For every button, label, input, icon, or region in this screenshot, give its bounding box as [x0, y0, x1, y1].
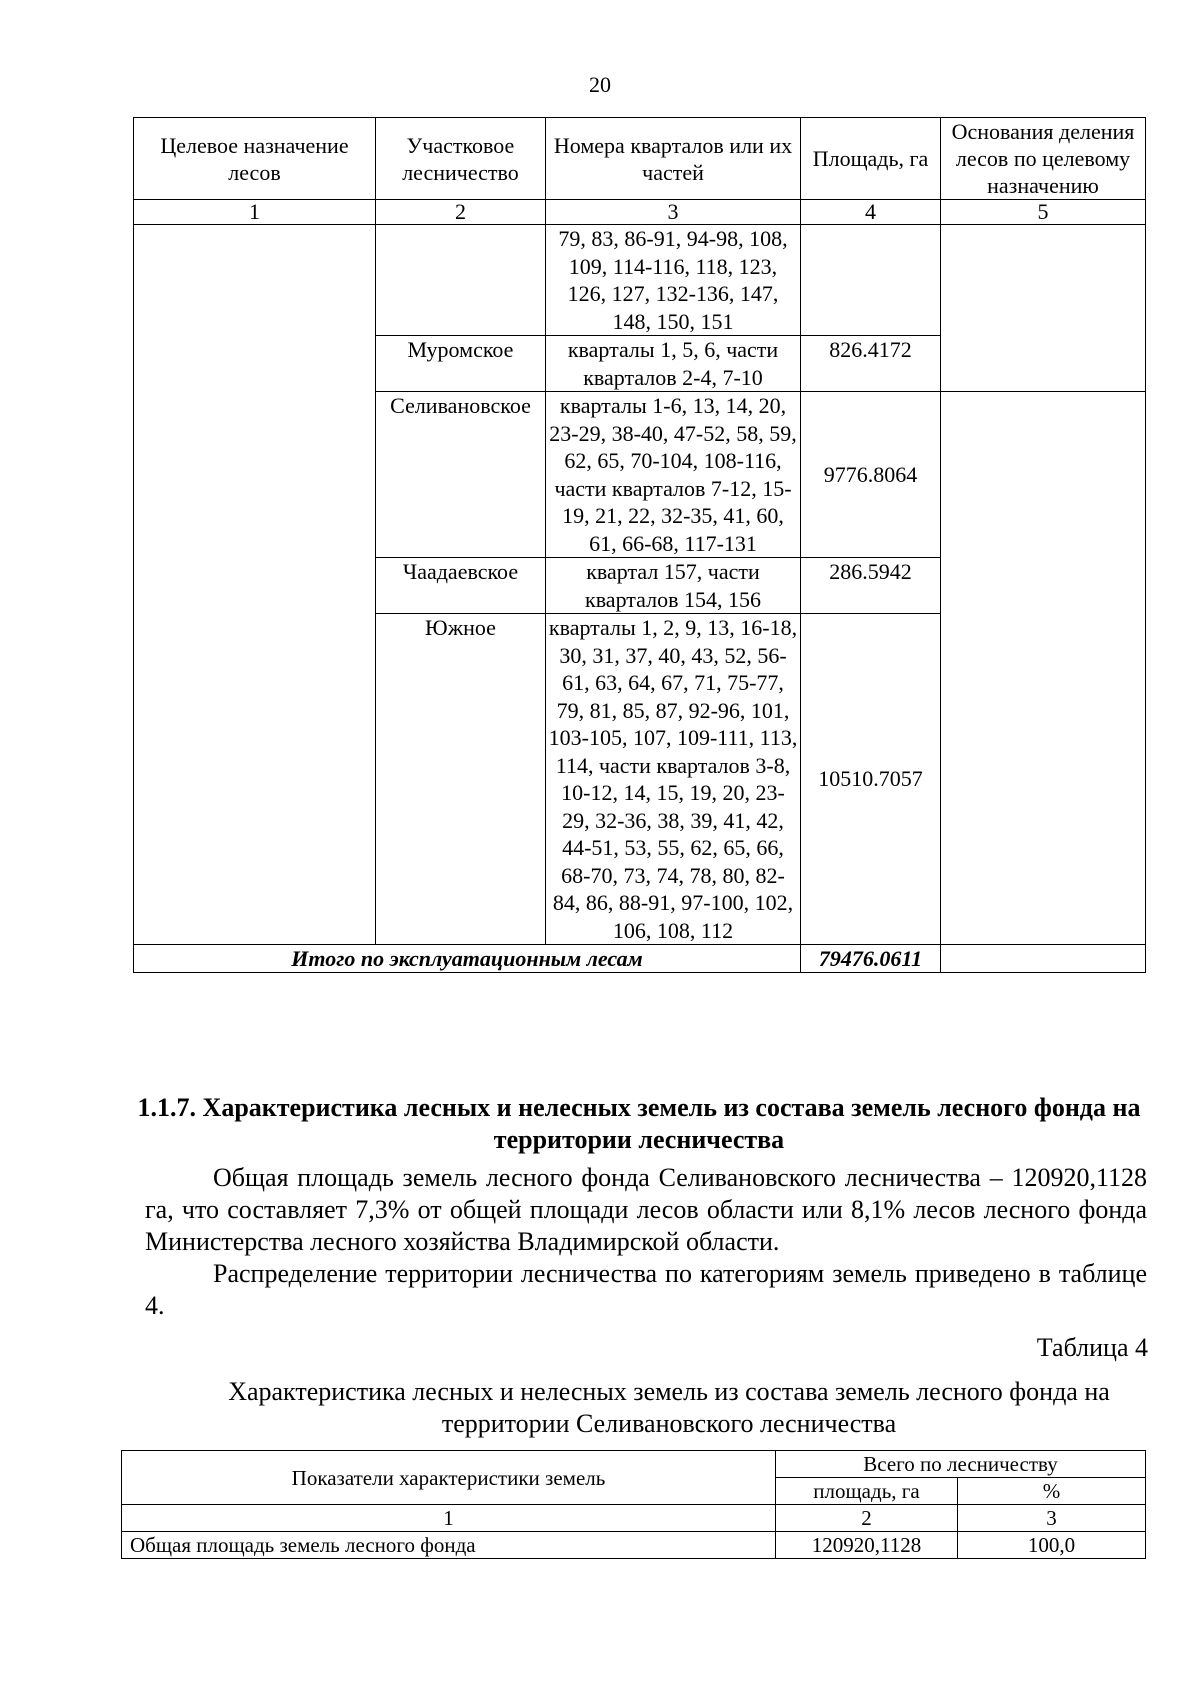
table-row — [134, 225, 1146, 336]
total-label: Итого по эксплуатационным лесам — [134, 945, 801, 973]
paragraph: Распределение территории лесничества по категориям земель приведено в таблице 4. — [145, 1259, 1147, 1320]
column-number: 3 — [546, 200, 801, 225]
page-number: 20 — [589, 72, 611, 97]
area-cell: 9776.8064 — [801, 392, 941, 558]
column-number: 1 — [122, 1505, 776, 1532]
area-cell: 826.4172 — [801, 336, 941, 392]
column-number: 1 — [134, 200, 376, 225]
column-number-row — [134, 200, 1146, 225]
area-cell: 120920,1128 — [776, 1532, 958, 1559]
area-cell: 10510.7057 — [801, 614, 941, 945]
header-cell: площадь, га — [776, 1478, 958, 1505]
header-cell: Площадь, га — [801, 118, 941, 200]
forest-purpose-table — [133, 117, 1146, 973]
header-cell: Основания деления лесов по целевому назначению — [941, 118, 1146, 200]
column-number: 2 — [376, 200, 546, 225]
land-characteristics-table — [121, 1450, 1146, 1559]
column-number: 3 — [958, 1505, 1146, 1532]
section-heading: 1.1.7. Характеристика лесных и нелесных земель из состава земель лесного фонда на территории лесничества — [137, 1093, 1141, 1154]
header-cell: Номера кварталов или их частей — [546, 118, 801, 200]
header-cell: % — [958, 1478, 1146, 1505]
header-cell: Целевое назначение лесов — [134, 118, 376, 200]
table-label: Таблица 4 — [1036, 1333, 1148, 1362]
quarters-cell: кварталы 1, 5, 6, части кварталов 2-4, 7-10 — [546, 336, 801, 392]
quarters-cell: квартал 157, части кварталов 154, 156 — [546, 558, 801, 614]
basis-cell — [941, 392, 1146, 945]
table-caption: Характеристика лесных и нелесных земель из состава земель лесного фонда на территории Селивановского лесничества — [228, 1377, 1110, 1438]
percent-cell: 100,0 — [958, 1532, 1146, 1559]
total-row — [134, 945, 1146, 973]
quarters-cell: кварталы 1, 2, 9, 13, 16-18, 30, 31, 37, 40, 43, 52, 56-61, 63, 64, 67, 71, 75-77, 79, 81, 85, 87, 92-96, 101, 103-105, 107, 109-111, 113, 114, части кварталов 3-8, 10-12, 14, 15, 19, 20, 23-29, 32-36, 38, 39, 41, 42, 44-51, 53, 55, 62, 65, 66, 68-70, 73, 74, 78, 80, 82-84, 86, 88-91, 97-100, 102, 106, 108, 112 — [546, 614, 801, 945]
quarters-cell: кварталы 1-6, 13, 14, 20, 23-29, 38-40, 47-52, 58, 59, 62, 65, 70-104, 108-116, части кварталов 7-12, 15-19, 21, 22, 32-35, 41, 60, 61, 66-68, 117-131 — [546, 392, 801, 558]
district-cell: Селивановское — [376, 392, 546, 558]
column-number: 5 — [941, 200, 1146, 225]
basis-cell — [941, 225, 1146, 392]
table-header-row — [122, 1451, 1146, 1478]
total-area: 79476.0611 — [801, 945, 941, 973]
district-cell — [376, 225, 546, 336]
total-basis-cell — [941, 945, 1146, 973]
indicator-cell: Общая площадь земель лесного фонда — [122, 1532, 776, 1559]
district-cell: Чаадаевское — [376, 558, 546, 614]
column-number: 4 — [801, 200, 941, 225]
column-number: 2 — [776, 1505, 958, 1532]
header-cell: Участковое лесничество — [376, 118, 546, 200]
district-cell: Муромское — [376, 336, 546, 392]
district-cell: Южное — [376, 614, 546, 945]
header-cell: Всего по лесничеству — [776, 1451, 1146, 1478]
area-cell: 286.5942 — [801, 558, 941, 614]
quarters-cell: 79, 83, 86-91, 94-98, 108, 109, 114-116, 118, 123, 126, 127, 132-136, 147, 148, 150, 151 — [546, 225, 801, 336]
table-row — [122, 1532, 1146, 1559]
paragraph: Общая площадь земель лесного фонда Селивановского лесничества – 120920,1128 га, что составляет 7,3% от общей площади лесов области или 8,1% лесов лесного фонда Министерства лесного хозяйства Владимирской области. — [145, 1163, 1147, 1256]
table-header-row — [134, 118, 1146, 200]
header-cell: Показатели характеристики земель — [122, 1451, 776, 1505]
area-cell — [801, 225, 941, 336]
purpose-cell — [134, 225, 376, 945]
column-number-row — [122, 1505, 1146, 1532]
